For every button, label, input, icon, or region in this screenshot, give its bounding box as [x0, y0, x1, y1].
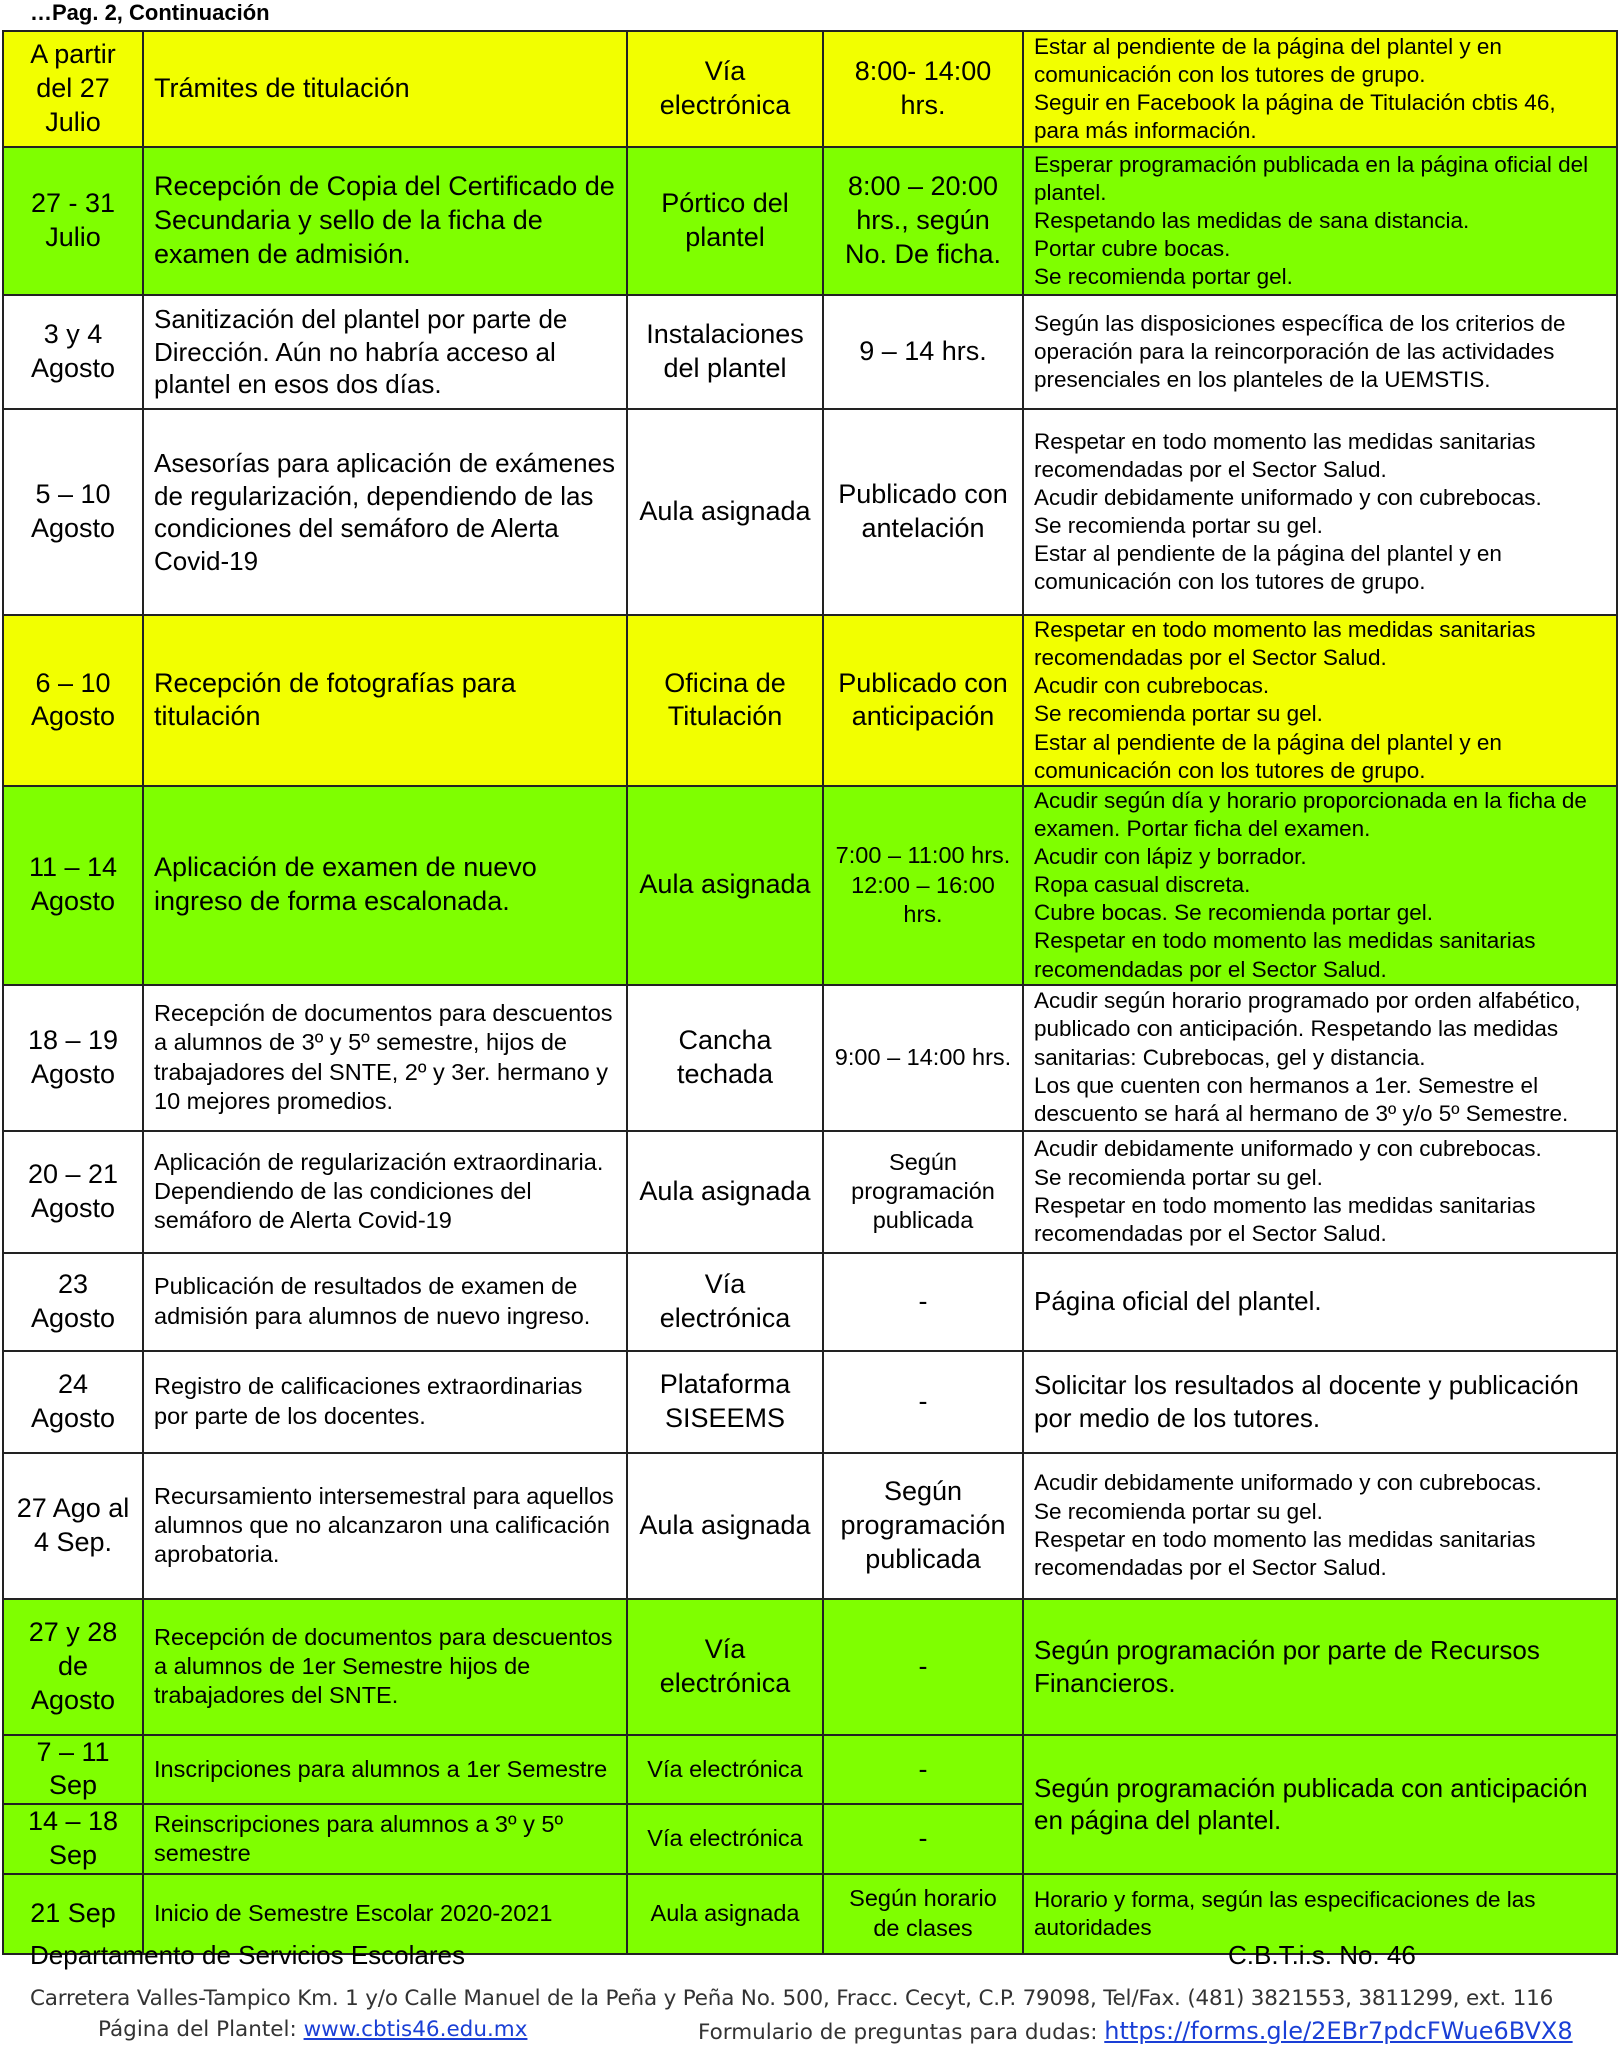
place-cell: Aula asignada: [627, 1874, 823, 1954]
date-cell: 27 Ago al 4 Sep.: [3, 1453, 143, 1599]
notes-cell: Acudir debidamente uniformado y con cubrebocas. Se recomienda portar su gel. Respetar en todo momento las medidas sanitarias recomendadas por el Sector Salud.: [1023, 1131, 1617, 1253]
date-cell: 20 – 21 Agosto: [3, 1131, 143, 1253]
time-cell: 8:00- 14:00 hrs.: [823, 31, 1023, 147]
table-row: [3, 409, 1617, 615]
place-cell: Vía electrónica: [627, 1599, 823, 1735]
activity-cell: Sanitización del plantel por parte de Dirección. Aún no habría acceso al plantel en esos dos días.: [143, 295, 627, 409]
footer-links: [98, 2017, 1573, 2045]
page-header: …Pag. 2, Continuación: [30, 0, 270, 25]
time-cell: 8:00 – 20:00 hrs., según No. De ficha.: [823, 147, 1023, 295]
activity-cell: Recepción de fotografías para titulación: [143, 615, 627, 786]
place-cell: Aula asignada: [627, 409, 823, 615]
activity-cell: Reinscripciones para alumnos a 3º y 5º semestre: [143, 1804, 627, 1874]
place-cell: Instalaciones del plantel: [627, 295, 823, 409]
notes-cell: Acudir según día y horario proporcionada en la ficha de examen. Portar ficha del examen. Acudir con lápiz y borrador. Ropa casual discreta. Cubre bocas. Se recomienda portar gel. Respetar en todo momento las medidas sanitarias recomendadas por el Sector Salud.: [1023, 786, 1617, 985]
notes-cell: Según programación publicada con anticipación en página del plantel.: [1023, 1735, 1617, 1874]
site-link[interactable]: www.cbtis46.edu.mx: [303, 2017, 528, 2042]
table-row: [3, 1131, 1617, 1253]
notes-cell: Según las disposiciones específica de los criterios de operación para la reincorporación de las actividades presenciales en los planteles de la UEMSTIS.: [1023, 295, 1617, 409]
footer-address: Carretera Valles-Tampico Km. 1 y/o Calle Manuel de la Peña y Peña No. 500, Fracc. Cecyt, C.P. 79098, Tel/Fax. (481) 3821553, 3811299, ext. 116: [30, 1986, 1554, 2011]
time-cell: 9 – 14 hrs.: [823, 295, 1023, 409]
activity-cell: Aplicación de regularización extraordinaria. Dependiendo de las condiciones del semáforo de Alerta Covid-19: [143, 1131, 627, 1253]
activity-cell: Publicación de resultados de examen de admisión para alumnos de nuevo ingreso.: [143, 1253, 627, 1351]
time-cell: -: [823, 1253, 1023, 1351]
footer-department: Departamento de Servicios Escolares: [30, 1940, 465, 1970]
time-cell: Publicado con anticipación: [823, 615, 1023, 786]
time-cell: Publicado con antelación: [823, 409, 1023, 615]
form-link[interactable]: https://forms.gle/2EBr7pdcFWue6BVX8: [1104, 2017, 1573, 2045]
date-cell: 6 – 10 Agosto: [3, 615, 143, 786]
notes-cell: Acudir según horario programado por orden alfabético, publicado con anticipación. Respetando las medidas sanitarias: Cubrebocas, gel y distancia. Los que cuenten con hermanos a 1er. Semestre el descuento se hará al hermano de 3º y/o 5º Semestre.: [1023, 985, 1617, 1131]
time-cell: -: [823, 1735, 1023, 1805]
place-cell: Aula asignada: [627, 1131, 823, 1253]
activity-cell: Recursamiento intersemestral para aquellos alumnos que no alcanzaron una calificación aprobatoria.: [143, 1453, 627, 1599]
place-cell: Vía electrónica: [627, 31, 823, 147]
date-cell: A partir del 27 Julio: [3, 31, 143, 147]
date-cell: 7 – 11 Sep: [3, 1735, 143, 1805]
time-cell: -: [823, 1351, 1023, 1453]
notes-cell: Estar al pendiente de la página del plantel y en comunicación con los tutores de grupo. Seguir en Facebook la página de Titulación cbtis 46, para más información.: [1023, 31, 1617, 147]
time-cell: -: [823, 1804, 1023, 1874]
notes-cell: Acudir debidamente uniformado y con cubrebocas. Se recomienda portar su gel. Respetar en todo momento las medidas sanitarias recomendadas por el Sector Salud.: [1023, 1453, 1617, 1599]
notes-cell: Según programación por parte de Recursos Financieros.: [1023, 1599, 1617, 1735]
activity-cell: Trámites de titulación: [143, 31, 627, 147]
time-cell: 9:00 – 14:00 hrs.: [823, 985, 1023, 1131]
place-cell: Aula asignada: [627, 1453, 823, 1599]
table-row: [3, 147, 1617, 295]
notes-cell: Página oficial del plantel.: [1023, 1253, 1617, 1351]
place-cell: Plataforma SISEEMS: [627, 1351, 823, 1453]
activity-cell: Recepción de Copia del Certificado de Secundaria y sello de la ficha de examen de admisión.: [143, 147, 627, 295]
table-row: [3, 985, 1617, 1131]
date-cell: 5 – 10 Agosto: [3, 409, 143, 615]
time-cell: -: [823, 1599, 1023, 1735]
time-cell: Según programación publicada: [823, 1131, 1023, 1253]
date-cell: 11 – 14 Agosto: [3, 786, 143, 985]
activity-cell: Registro de calificaciones extraordinarias por parte de los docentes.: [143, 1351, 627, 1453]
activity-cell: Asesorías para aplicación de exámenes de regularización, dependiendo de las condiciones del semáforo de Alerta Covid-19: [143, 409, 627, 615]
table-row: [3, 1599, 1617, 1735]
place-cell: Vía electrónica: [627, 1735, 823, 1805]
place-cell: Pórtico del plantel: [627, 147, 823, 295]
date-cell: 3 y 4 Agosto: [3, 295, 143, 409]
footer-school: C.B.T.i.s. No. 46: [1228, 1940, 1416, 1970]
table-row: [3, 786, 1617, 985]
date-cell: 24 Agosto: [3, 1351, 143, 1453]
schedule-table: [2, 30, 1618, 1955]
table-row: [3, 615, 1617, 786]
table-row: [3, 1735, 1617, 1805]
activity-cell: Recepción de documentos para descuentos a alumnos de 3º y 5º semestre, hijos de trabajadores del SNTE, 2º y 3er. hermano y 10 mejores promedios.: [143, 985, 627, 1131]
time-cell: Según horario de clases: [823, 1874, 1023, 1954]
activity-cell: Recepción de documentos para descuentos a alumnos de 1er Semestre hijos de trabajadores del SNTE.: [143, 1599, 627, 1735]
form-label: Formulario de preguntas para dudas:: [698, 2020, 1105, 2045]
time-cell: Según programación publicada: [823, 1453, 1023, 1599]
table-row: [3, 295, 1617, 409]
notes-cell: Horario y forma, según las especificaciones de las autoridades: [1023, 1874, 1617, 1954]
place-cell: Oficina de Titulación: [627, 615, 823, 786]
date-cell: 14 – 18 Sep: [3, 1804, 143, 1874]
place-cell: Cancha techada: [627, 985, 823, 1131]
table-row: [3, 1253, 1617, 1351]
notes-cell: Respetar en todo momento las medidas sanitarias recomendadas por el Sector Salud. Acudir con cubrebocas. Se recomienda portar su gel. Estar al pendiente de la página del plantel y en comunicación con los tutores de grupo.: [1023, 615, 1617, 786]
activity-cell: Inscripciones para alumnos a 1er Semestre: [143, 1735, 627, 1805]
activity-cell: Inicio de Semestre Escolar 2020-2021: [143, 1874, 627, 1954]
date-cell: 21 Sep: [3, 1874, 143, 1954]
form-wrap: [698, 2017, 1573, 2045]
date-cell: 27 y 28 de Agosto: [3, 1599, 143, 1735]
place-cell: Aula asignada: [627, 786, 823, 985]
notes-cell: Esperar programación publicada en la página oficial del plantel. Respetando las medidas de sana distancia. Portar cubre bocas. Se recomienda portar gel.: [1023, 147, 1617, 295]
notes-cell: Respetar en todo momento las medidas sanitarias recomendadas por el Sector Salud. Acudir debidamente uniformado y con cubrebocas. Se recomienda portar su gel. Estar al pendiente de la página del plantel y en comunicación con los tutores de grupo.: [1023, 409, 1617, 615]
time-cell: 7:00 – 11:00 hrs. 12:00 – 16:00 hrs.: [823, 786, 1023, 985]
date-cell: 18 – 19 Agosto: [3, 985, 143, 1131]
date-cell: 27 - 31 Julio: [3, 147, 143, 295]
table-row: [3, 1351, 1617, 1453]
site-label: Página del Plantel:: [98, 2017, 304, 2042]
place-cell: Vía electrónica: [627, 1804, 823, 1874]
date-cell: 23 Agosto: [3, 1253, 143, 1351]
table-row: [3, 1453, 1617, 1599]
activity-cell: Aplicación de examen de nuevo ingreso de forma escalonada.: [143, 786, 627, 985]
notes-cell: Solicitar los resultados al docente y publicación por medio de los tutores.: [1023, 1351, 1617, 1453]
place-cell: Vía electrónica: [627, 1253, 823, 1351]
table-row: [3, 31, 1617, 147]
